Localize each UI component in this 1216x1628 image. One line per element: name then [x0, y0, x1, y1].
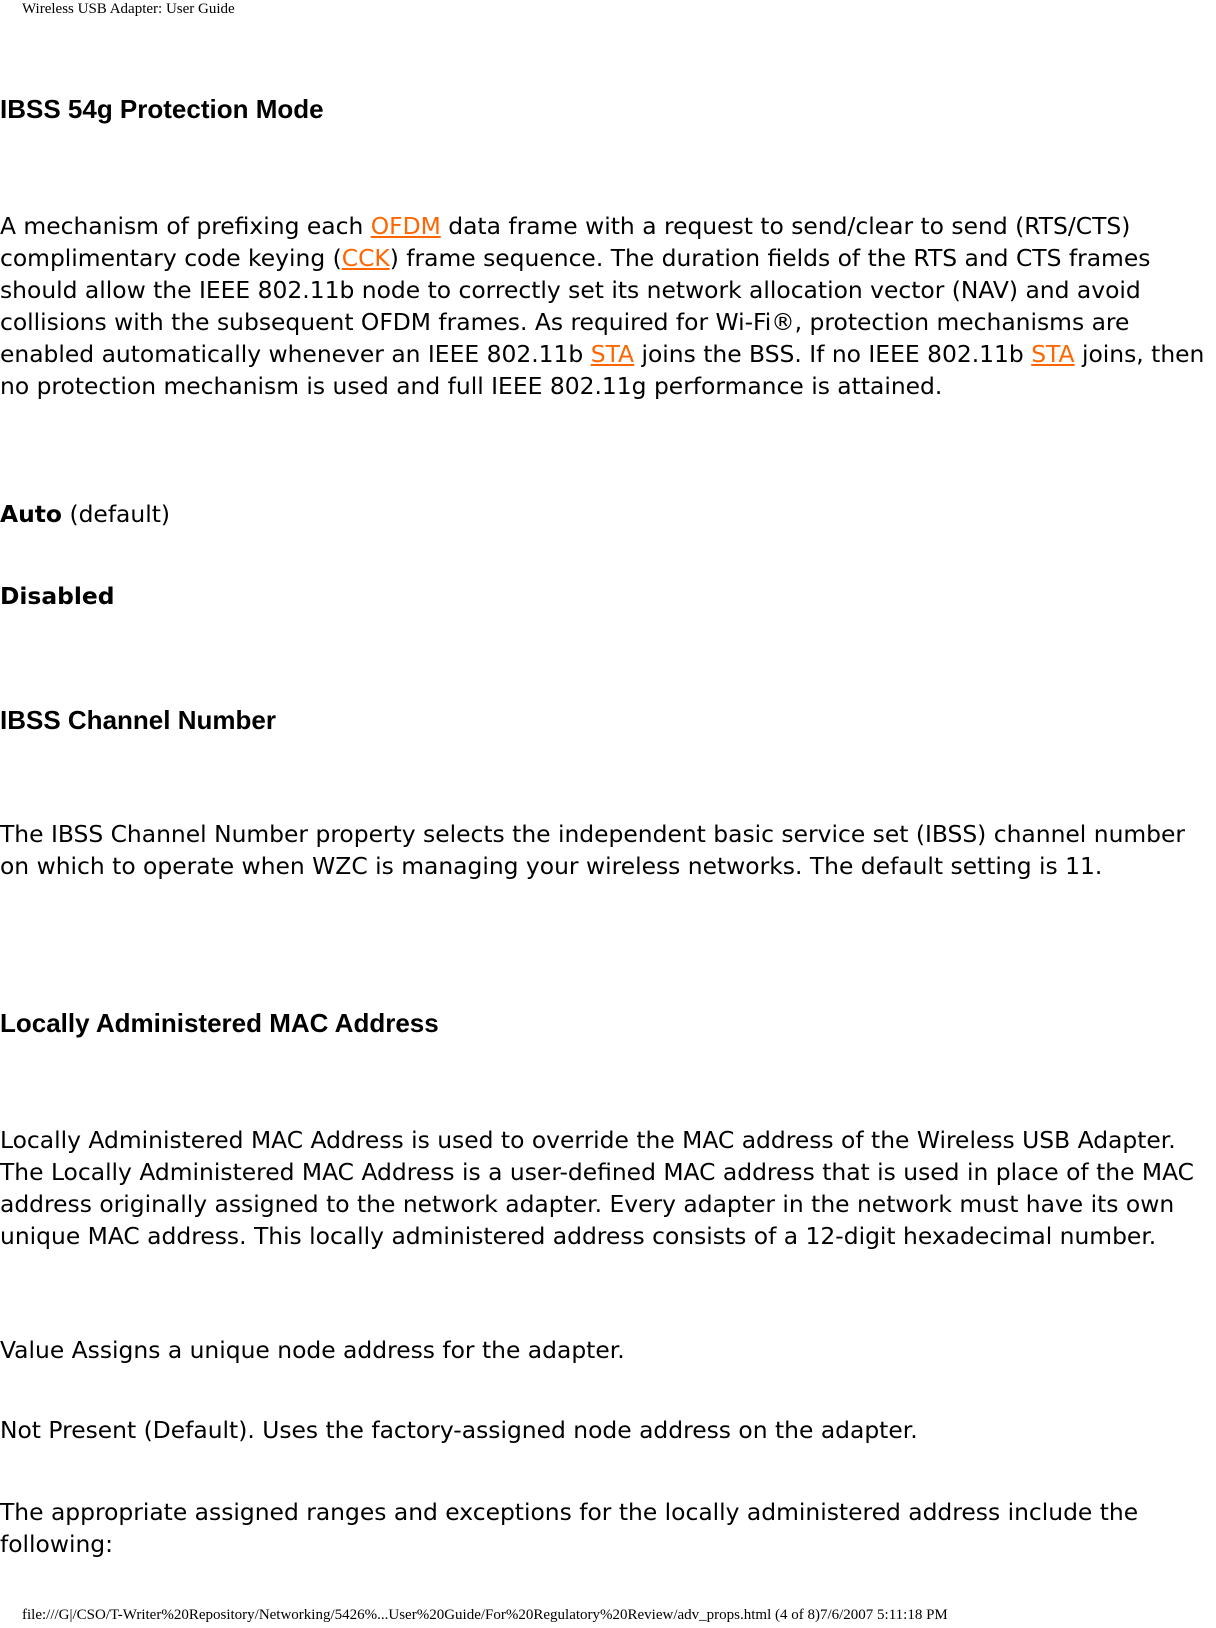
heading-ibss-54g-protection-mode: IBSS 54g Protection Mode: [0, 94, 324, 124]
mac-description: Locally Administered MAC Address is used to override the MAC address of the Wireless USB Adapter. The Locally Administered MAC Address is a user-defined MAC address that is used in place of the MAC address originally assigned to the network adapter. Every adapter in the network must have its own unique MAC address. This locally administered address consists of a 12-digit hexadecimal number.: [0, 1126, 1194, 1250]
option-auto-note: (default): [62, 500, 171, 528]
mac-ranges-intro: The appropriate assigned ranges and exceptions for the locally administered address include the following:: [0, 1498, 1139, 1558]
ofdm-glossary-link[interactable]: OFDM: [370, 212, 441, 240]
ibss-channel-description: The IBSS Channel Number property selects the independent basic service set (IBSS) channel number on which to operate when WZC is managing your wireless networks. The default setting is 11.: [0, 820, 1186, 880]
text-run: joins, then no protection mechanism is used and full IEEE 802.11g performance is attained.: [0, 340, 1205, 400]
text-run: A mechanism of prefixing each: [0, 212, 371, 240]
mac-value-option: Value Assigns a unique node address for the adapter.: [0, 1336, 625, 1364]
heading-locally-administered-mac: Locally Administered MAC Address: [0, 1008, 439, 1038]
sta-glossary-link-2[interactable]: STA: [1031, 340, 1075, 368]
text-run: joins the BSS. If no IEEE 802.11b: [634, 340, 1032, 368]
mac-not-present-option: Not Present (Default). Uses the factory-assigned node address on the adapter.: [0, 1416, 918, 1444]
cck-glossary-link[interactable]: CCK: [341, 244, 390, 272]
page-footer-path: file:///G|/CSO/T-Writer%20Repository/Networking/5426%...User%20Guide/For%20Regulatory%20Review/adv_props.html (4 of 8)7/6/2007 5:11:18 PM: [22, 1607, 948, 1623]
text-run: data frame with a request to send/clear to send (RTS/CTS) complimentary code keying (: [0, 212, 1131, 272]
page-header-title: Wireless USB Adapter: User Guide: [22, 1, 235, 17]
option-disabled: [0, 580, 1212, 612]
ibss-54g-description: [0, 210, 1212, 402]
option-disabled-label: Disabled: [0, 582, 115, 610]
option-auto-label: Auto: [0, 500, 63, 528]
heading-ibss-channel-number: IBSS Channel Number: [0, 705, 276, 735]
text-run: ) frame sequence. The duration fields of the RTS and CTS frames should allow the IEEE 802.11b node to correctly set its network allocation vector (NAV) and avoid collisions with the subsequent OFDM frames. As required for Wi-Fi®, protection mechanisms are enabled automatically whenever an IEEE 802.11b: [0, 244, 1151, 368]
option-auto: [0, 498, 1212, 530]
sta-glossary-link[interactable]: STA: [590, 340, 635, 368]
